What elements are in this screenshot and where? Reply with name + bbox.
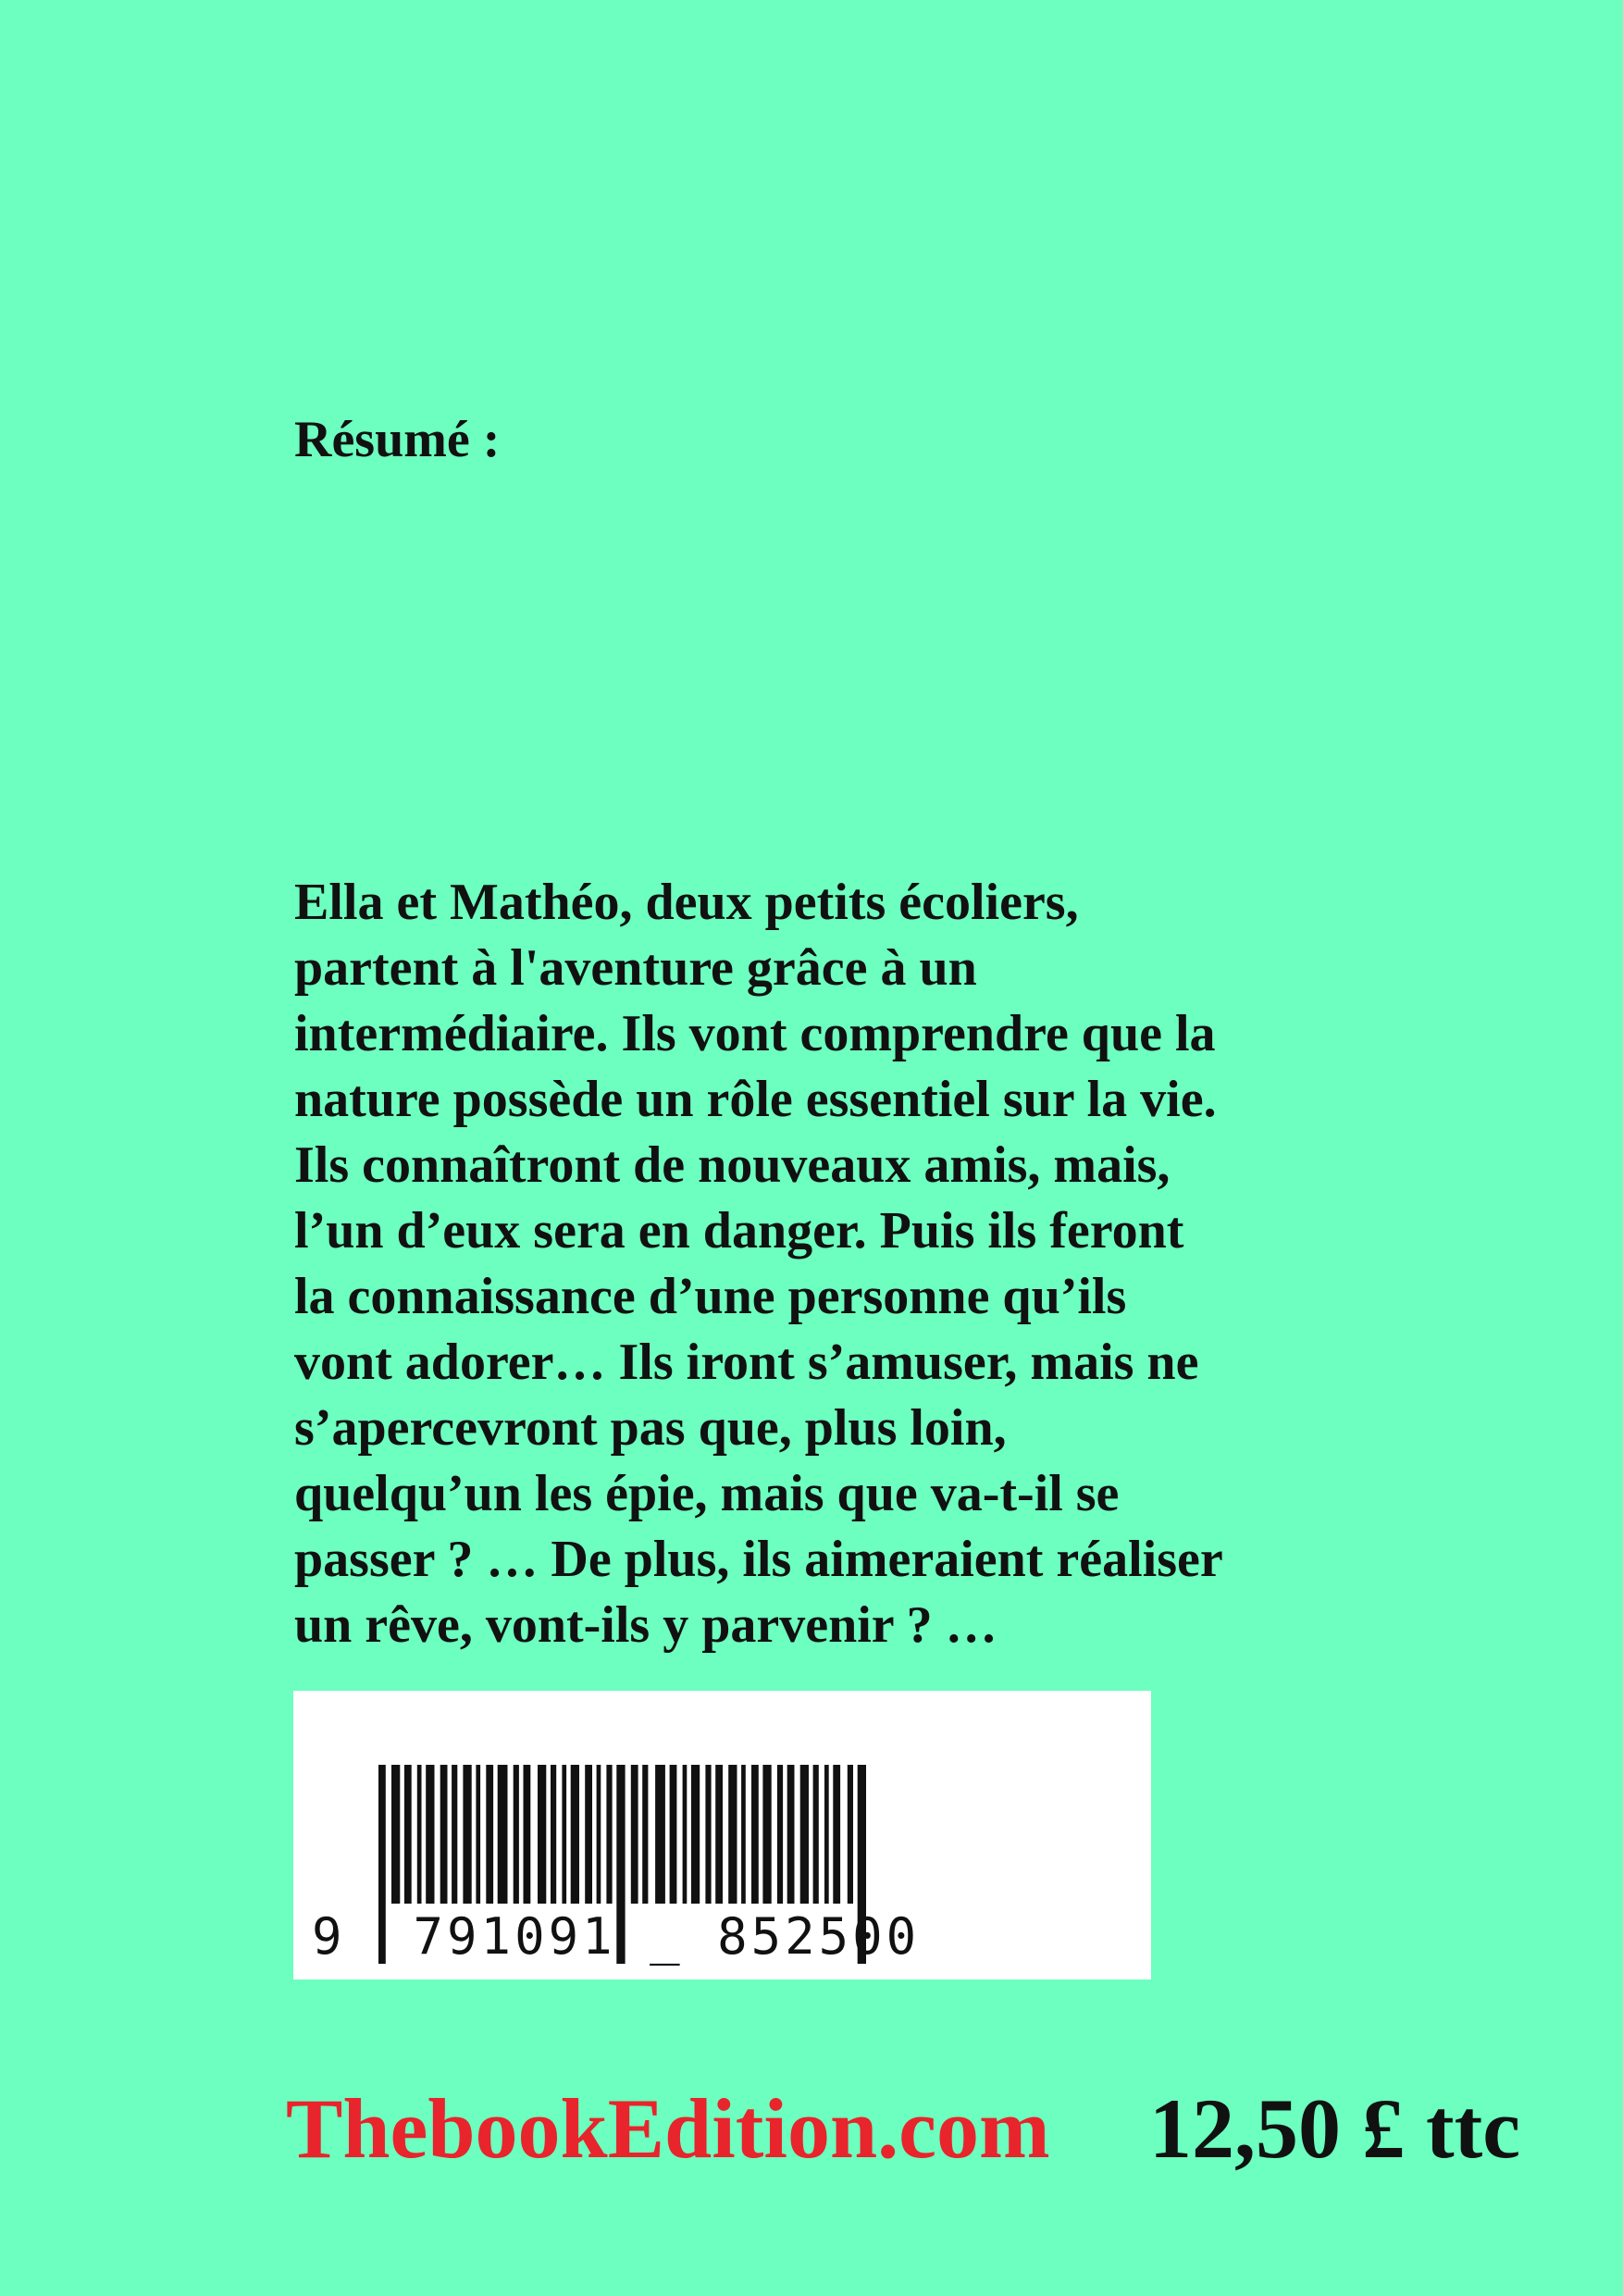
barcode-bar xyxy=(426,1765,434,1904)
barcode-bar xyxy=(571,1765,579,1904)
summary-line: nature possède un rôle essentiel sur la vie. xyxy=(294,1071,1217,1128)
summary-line: un rêve, vont-ils y parvenir ? … xyxy=(294,1596,997,1654)
barcode-bar xyxy=(848,1765,853,1904)
summary-heading: Résumé : xyxy=(294,411,501,468)
barcode-bar xyxy=(655,1765,665,1904)
barcode-bar xyxy=(486,1765,493,1904)
barcode-bar xyxy=(824,1765,829,1904)
barcode-bar xyxy=(833,1765,840,1904)
barcode-bar xyxy=(498,1765,508,1904)
barcode-bar xyxy=(691,1765,700,1904)
summary-line: partent à l'aventure grâce à un xyxy=(294,939,977,997)
summary-line: Ella et Mathéo, deux petits écoliers, xyxy=(294,874,1079,931)
barcode-digits: 9 791091 _ 852500 xyxy=(312,1907,921,1966)
barcode-bar xyxy=(670,1765,677,1904)
summary-line: vont adorer… Ils iront s’amuser, mais ne xyxy=(294,1334,1199,1391)
summary-line: la connaissance d’une personne qu’ils xyxy=(294,1268,1127,1325)
barcode-bar xyxy=(715,1765,723,1904)
isbn-barcode xyxy=(293,1691,1151,1980)
barcode-bar xyxy=(538,1765,546,1904)
barcode-bar xyxy=(404,1765,412,1904)
barcode-bar xyxy=(562,1765,566,1904)
barcode-bar xyxy=(762,1765,771,1904)
barcode-bar xyxy=(463,1765,471,1904)
barcode-bar xyxy=(514,1765,519,1904)
barcode-bar xyxy=(524,1765,531,1904)
barcode-bar xyxy=(642,1765,648,1904)
barcode-bar xyxy=(787,1765,795,1904)
summary-line: passer ? … De plus, ils aimeraient réaliser xyxy=(294,1531,1223,1588)
barcode-bar xyxy=(728,1765,737,1904)
barcode-bar xyxy=(551,1765,556,1904)
barcode-bar xyxy=(391,1765,400,1904)
barcode-bar xyxy=(597,1765,601,1904)
barcode-bar xyxy=(705,1765,711,1904)
barcode-bar xyxy=(631,1765,638,1904)
summary-line: s’apercevront pas que, plus loin, xyxy=(294,1399,1007,1457)
summary-text xyxy=(294,870,1460,1658)
barcode-bar xyxy=(452,1765,457,1904)
barcode-bar xyxy=(800,1765,809,1904)
barcode-bar xyxy=(741,1765,746,1904)
barcode-bar xyxy=(683,1765,688,1904)
summary-line: intermédiaire. Ils vont comprendre que la xyxy=(294,1005,1216,1062)
barcode-bar xyxy=(777,1765,783,1904)
barcode-bar xyxy=(476,1765,480,1904)
barcode-bar xyxy=(751,1765,759,1904)
barcode-bar xyxy=(585,1765,592,1904)
summary-line: l’un d’eux sera en danger. Puis ils feront xyxy=(294,1202,1184,1260)
summary-line: quelqu’un les épie, mais que va-t-il se xyxy=(294,1465,1120,1522)
price-label: 12,50 £ ttc xyxy=(1149,2081,1521,2176)
summary-line: Ils connaîtront de nouveaux amis, mais, xyxy=(294,1136,1171,1194)
barcode-bar xyxy=(440,1765,448,1904)
barcode-bar xyxy=(606,1765,612,1904)
publisher-name: ThebookEdition.com xyxy=(286,2081,1050,2176)
barcode-bar xyxy=(813,1765,819,1904)
barcode-bar xyxy=(417,1765,422,1904)
